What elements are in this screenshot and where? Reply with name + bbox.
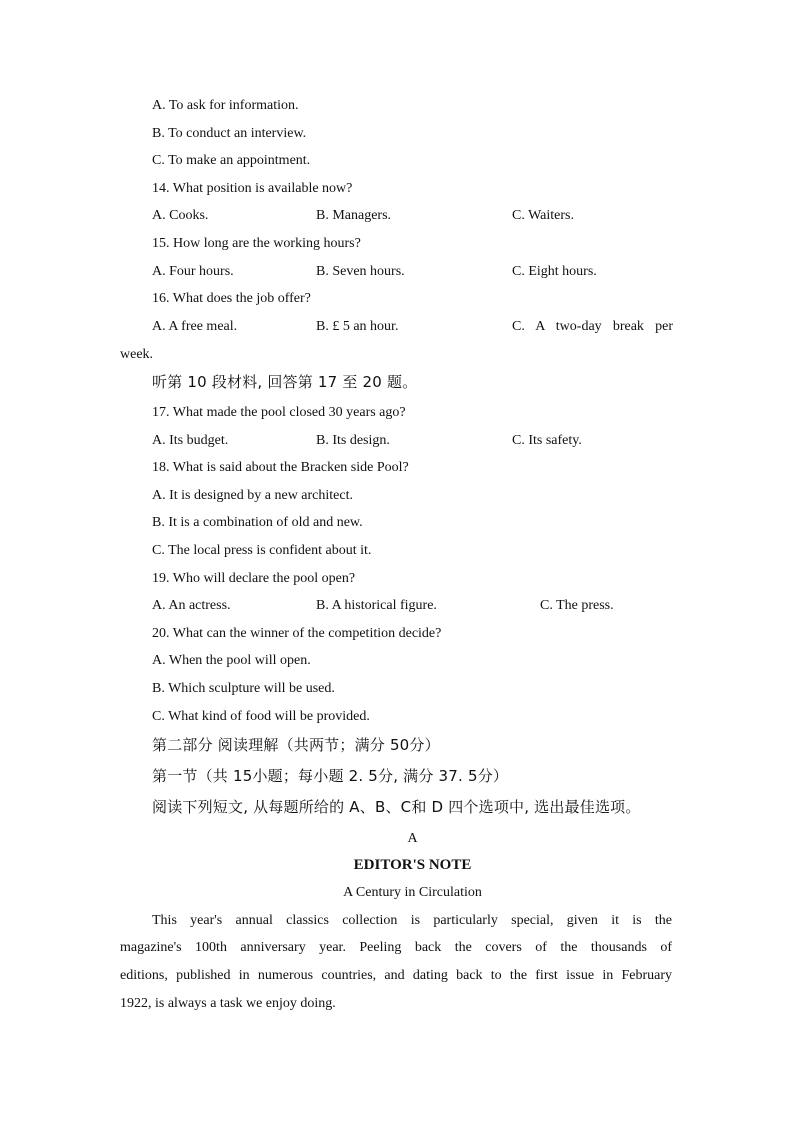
q13-option-a: A. To ask for information. bbox=[152, 98, 299, 113]
q13-option-c: C. To make an appointment. bbox=[152, 153, 311, 168]
q15-option-c: C. Eight hours. bbox=[512, 264, 597, 279]
q18-option-b: B. It is a combination of old and new. bbox=[152, 515, 363, 530]
part2-heading: 第二部分 阅读理解（共两节；满分 50分） bbox=[152, 736, 440, 754]
q16-option-c-continued: week. bbox=[120, 347, 154, 362]
q17-question: 17. What made the pool closed 30 years ago? bbox=[152, 405, 406, 420]
q20-option-c: C. What kind of food will be provided. bbox=[152, 709, 370, 724]
section1-heading: 第一节（共 15小题；每小题 2. 5分, 满分 37. 5分） bbox=[152, 767, 509, 785]
passage-letter: A bbox=[407, 831, 418, 846]
passage-subtitle: A Century in Circulation bbox=[343, 885, 482, 900]
q16-option-b: B. £ 5 an hour. bbox=[316, 319, 399, 334]
q14-option-c: C. Waiters. bbox=[512, 208, 574, 223]
section10-instruction: 听第 10 段材料, 回答第 17 至 20 题。 bbox=[152, 373, 418, 391]
q13-option-b: B. To conduct an interview. bbox=[152, 126, 307, 141]
q14-option-b: B. Managers. bbox=[316, 208, 392, 223]
q17-option-a: A. Its budget. bbox=[152, 433, 229, 448]
q18-option-c: C. The local press is confident about it. bbox=[152, 543, 372, 558]
q19-option-b: B. A historical figure. bbox=[316, 598, 437, 613]
reading-instruction: 阅读下列短文, 从每题所给的 A、B、C和 D 四个选项中, 选出最佳选项。 bbox=[152, 798, 641, 816]
q20-option-a: A. When the pool will open. bbox=[152, 653, 311, 668]
q14-option-a: A. Cooks. bbox=[152, 208, 209, 223]
q16-option-a: A. A free meal. bbox=[152, 319, 238, 334]
q18-option-a: A. It is designed by a new architect. bbox=[152, 488, 353, 503]
passage-line-2: magazine's 100th anniversary year. Peeling back the covers of the thousands of bbox=[120, 940, 672, 955]
passage-title: EDITOR'S NOTE bbox=[353, 857, 472, 873]
q17-option-b: B. Its design. bbox=[316, 433, 390, 448]
q18-question: 18. What is said about the Bracken side Pool? bbox=[152, 460, 409, 475]
q16-option-c: C. A two-day break per bbox=[512, 319, 673, 334]
q15-question: 15. How long are the working hours? bbox=[152, 236, 361, 251]
q16-question: 16. What does the job offer? bbox=[152, 291, 311, 306]
q14-question: 14. What position is available now? bbox=[152, 181, 353, 196]
q20-question: 20. What can the winner of the competition decide? bbox=[152, 626, 442, 641]
q15-option-a: A. Four hours. bbox=[152, 264, 234, 279]
q19-option-c: C. The press. bbox=[540, 598, 614, 613]
q19-question: 19. Who will declare the pool open? bbox=[152, 571, 356, 586]
passage-line-3: editions, published in numerous countries, and dating back to the first issue in February bbox=[120, 968, 672, 983]
passage-line-1: This year's annual classics collection is particularly special, given it is the bbox=[152, 913, 672, 928]
passage-line-4: 1922, is always a task we enjoy doing. bbox=[120, 996, 336, 1011]
q19-option-a: A. An actress. bbox=[152, 598, 231, 613]
q20-option-b: B. Which sculpture will be used. bbox=[152, 681, 335, 696]
q17-option-c: C. Its safety. bbox=[512, 433, 582, 448]
q15-option-b: B. Seven hours. bbox=[316, 264, 405, 279]
